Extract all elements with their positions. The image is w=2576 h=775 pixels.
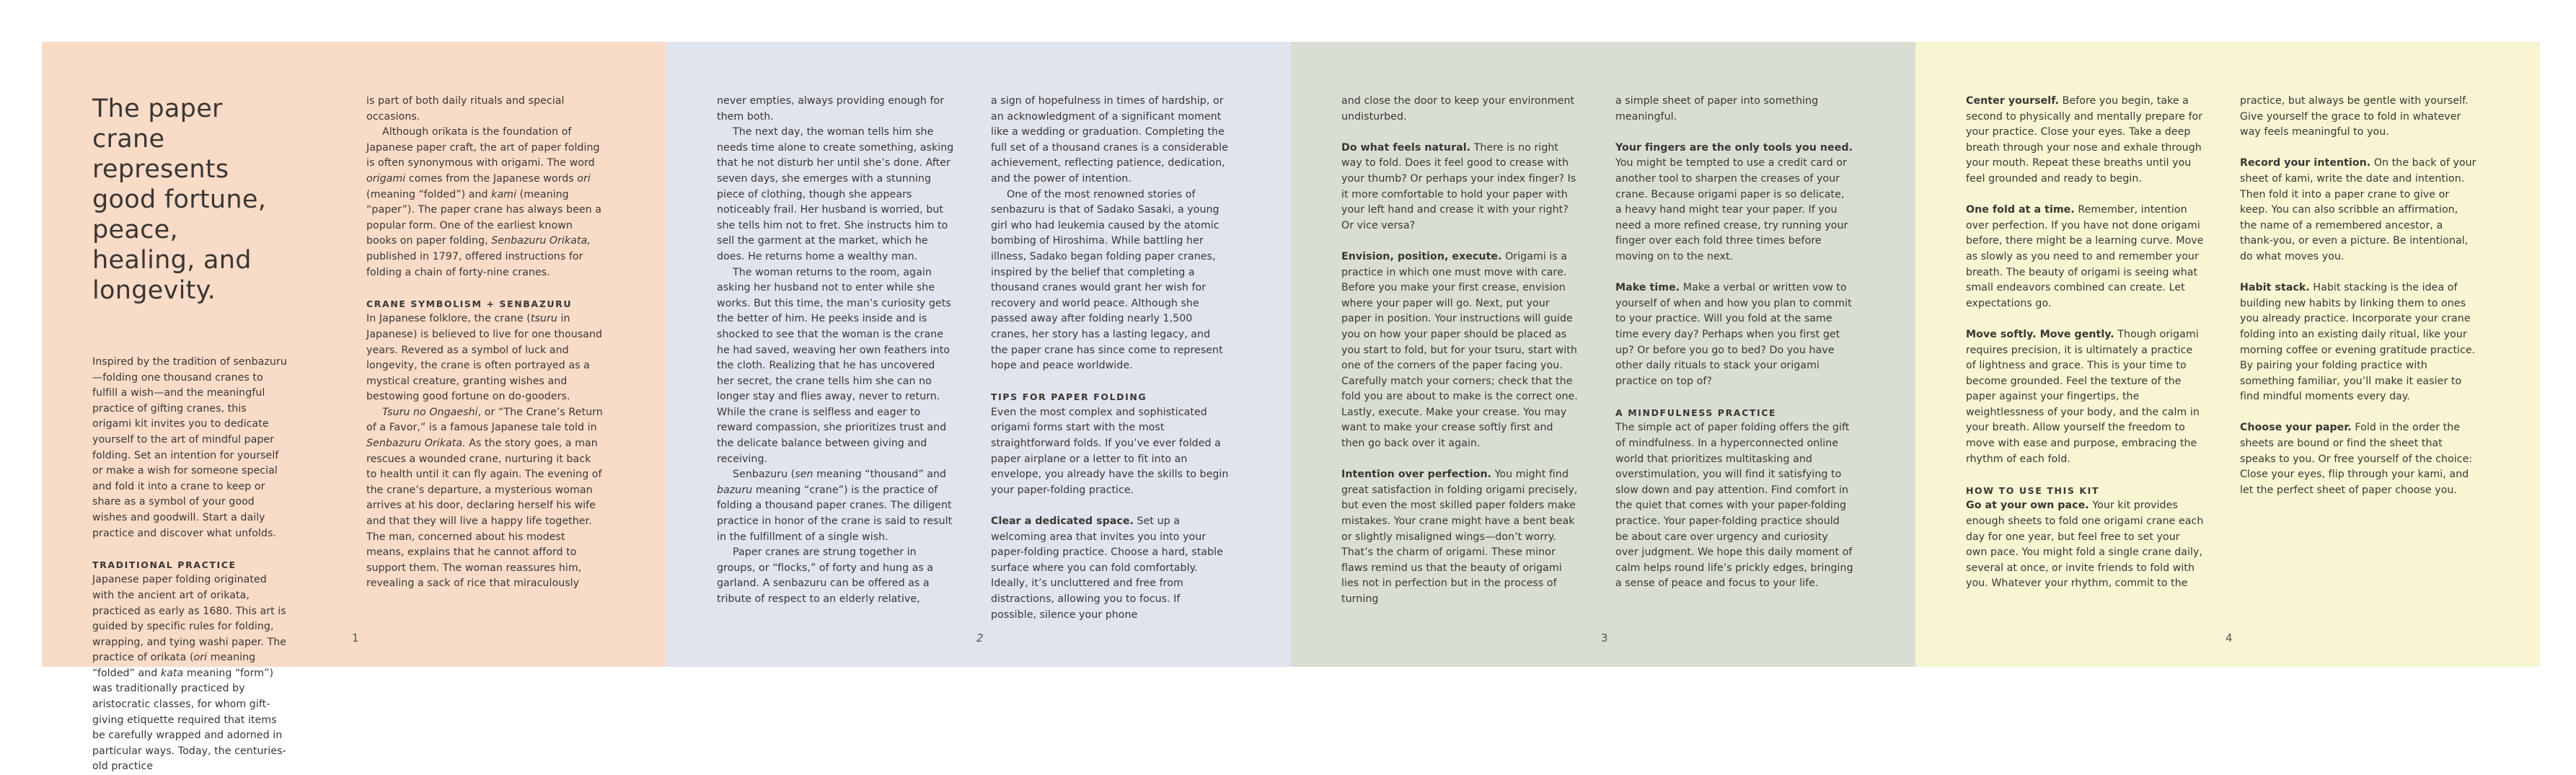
envision-tip: Envision, position, execute. Origami is a practice in which one must move with care. Before you make your first crease, envision where your paper will go. Next, put your paper in position. Your instructions will guide you on how your paper should be placed as you start to fold, but for your tsuru, start with one of the corners of the paper facing you. Carefully match your corners; check that the fold you are about to make is the correct one. Lastly, execute. Make your crease. You may want to make your crease softly first and then go back over it again. bbox=[1341, 250, 1578, 450]
panel-4-column-2 bbox=[2240, 94, 2478, 498]
panel-4 bbox=[1915, 42, 2540, 667]
tale-paragraph: Tsuru no Ongaeshi, or “The Crane’s Return of a Favor,” is a famous Japanese tale told in Senbazuru Orikata. As the story goes, a man rescues a wounded crane, nurturing it back to health until it can fly again. The evening of the crane’s departure, a mysterious woman arrives at his door, declaring herself his wife and that they will live a happy life together. The man, concerned about his modest means, explains that he cannot afford to support them. The woman reassures him, revealing a sack of rice that miraculously bbox=[366, 406, 603, 590]
paragraph: a sign of hopefulness in times of hardship, or an acknowledgment of a significant moment like a wedding or graduation. Completing the full set of a thousand cranes is a considerable achievement, reflecting patience, dedication, and the power of intention. bbox=[991, 95, 1228, 185]
heading-crane-symbolism: CRANE SYMBOLISM + SENBAZURU bbox=[366, 298, 573, 309]
fingers-tip: Your fingers are the only tools you need. You might be tempted to use a credit card or another tool to sharpen the creases of your crane. Because origami paper is so delicate, a heavy hand might tear your paper. If you need a more refined crease, try running your finger over each fold three times before moving on to the next. bbox=[1615, 141, 1853, 262]
record-intention-tip: Record your intention. On the back of your sheet of kami, write the date and intention. Then fold it into a paper crane to give or keep. You can also scribble an affirmation, the name of a remembered ancestor, a thank-you, or even a picture. Be intentional, do what moves you. bbox=[2240, 157, 2476, 262]
panel-2-column-2 bbox=[991, 94, 1229, 623]
origami-paragraph: Although orikata is the foundation of Japanese paper craft, the art of paper folding is often synonymous with origami. The word origami comes from the Japanese words ori (meaning “folded”) and kami (meaning “paper”). The paper crane has always been a popular form. One of the earliest known books on paper folding, Senbazuru Orikata, published in 1797, offered instructions for folding a chain of forty-nine cranes. bbox=[366, 126, 601, 278]
panel-1-column-1 bbox=[92, 94, 287, 775]
paragraph: and close the door to keep your environment undisturbed. bbox=[1341, 95, 1575, 123]
paragraph: never empties, always providing enough for them both. bbox=[717, 95, 945, 123]
senbazuru-paragraph: Senbazuru (sen meaning “thousand” and bazuru meaning “crane”) is the practice of folding a thousand paper cranes. The diligent practice in honor of the crane is said to result in the fulfillment of a single wish. bbox=[717, 469, 953, 543]
heading-mindfulness: A MINDFULNESS PRACTICE bbox=[1615, 407, 1777, 418]
heading-tips: TIPS FOR PAPER FOLDING bbox=[991, 391, 1147, 403]
panel-3 bbox=[1291, 42, 1915, 667]
panel-1-column-2 bbox=[366, 94, 604, 592]
intention-tip: Intention over perfection. You might find great satisfaction in folding origami precisely, but even the most skilled paper folders make mistakes. Your crane might have a bent beak or slightly misaligned wings—don’t worry. That’s the charm of origami. These minor flaws remind us that the beauty of origami lies not in perfection but in the process of turning bbox=[1341, 469, 1578, 605]
one-fold-tip: One fold at a time. Remember, intention over perfection. If you have not done origami before, there might be a learning curve. Move as slowly as you need to and remember your breath. The beauty of origami is seeing what small endeavors combined can create. Let expectations go. bbox=[1966, 204, 2204, 309]
continued-paragraph: is part of both daily rituals and special occasions. bbox=[366, 95, 565, 123]
page-number: 1 bbox=[352, 632, 359, 645]
heading-how-to-use: HOW TO USE THIS KIT bbox=[1966, 484, 2100, 496]
clear-space-tip: Clear a dedicated space. Set up a welcoming area that invites you into your paper-folding practice. Choose a hard, stable surface where you can fold comfortably. Ideally, it’s uncluttered and free from distractions, allowing you to focus. If possible, silence your phone bbox=[991, 515, 1223, 621]
choose-paper-tip: Choose your paper. Fold in the order the sheets are bound or find the sheet that speaks to you. Or free yourself of the choice: Close your eyes, flip through your kami, and let the perfect sheet of paper choose you. bbox=[2240, 422, 2473, 496]
symbolism-paragraph: In Japanese folklore, the crane (tsuru in Japanese) is believed to live for one thousand years. Revered as a symbol of luck and longevity, the crane is often portrayed as a mystical creature, granting wishes and bestowing good fortune on do-gooders. bbox=[366, 313, 603, 403]
heading-traditional-practice: TRADITIONAL PRACTICE bbox=[92, 559, 237, 570]
paragraph: The woman returns to the room, again asking her husband not to enter while she works. But this time, the man’s curiosity gets the better of him. He peeks inside and is shocked to see that the woman is the crane he had saved, weaving her own feathers into the cloth. Realizing that he has uncovered her secret, the crane tells him she can no longer stay and flies away, never to return. While the crane is selfless and eager to reward compassion, she prioritizes trust and the delicate balance between giving and receiving. bbox=[717, 266, 951, 465]
page-number: 4 bbox=[2226, 632, 2233, 645]
natural-tip: Do what feels natural. There is no right way to fold. Does it feel good to crease with your thumb? Or perhaps your index finger? Is it more comfortable to hold your paper with your left hand and crease it with your right? Or vice versa? bbox=[1341, 141, 1576, 231]
traditional-paragraph: Japanese paper folding originated with the ancient art of orikata, practiced as early as 1680. This art is guided by specific rules for folding, wrapping, and tying washi paper. The practice of orikata (ori meaning “folded” and kata meaning “form”) was traditionally practiced by aristocratic classes, for whom gift-giving etiquette required that items be carefully wrapped and adorned in particular ways. Today, the centuries-old practice bbox=[92, 574, 287, 773]
center-tip: Center yourself. Before you begin, take a second to physically and mentally prepare for your practice. Close your eyes. Take a deep breath through your nose and exhale through your mouth. Repeat these breaths until you feel grounded and ready to begin. bbox=[1966, 95, 2203, 185]
tips-paragraph: Even the most complex and sophisticated origami forms start with the most straightforward folds. If you’ve ever folded a paper airplane or a letter to fit into an envelope, you already have the skills to begin your paper-folding practice. bbox=[991, 406, 1229, 496]
sadako-paragraph: One of the most renowned stories of senbazuru is that of Sadako Sasaki, a young girl who had leukemia caused by the atomic bombing of Hiroshima. While battling her illness, Sadako began folding paper cranes, inspired by the belief that completing a thousand cranes would grant her wish for recovery and world peace. Although she passed away after folding nearly 1,500 cranes, her story has a lasting legacy, and the paper crane has since come to represent hope and peace worldwide. bbox=[991, 188, 1223, 372]
panel-3-column-1 bbox=[1341, 94, 1579, 608]
own-pace-tip: Go at your own pace. Your kit provides enough sheets to fold one origami crane each day for one year, but feel free to set your own pace. You might fold a single crane daily, several at once, or invite friends to fold with you. Whatever your rhythm, commit to the bbox=[1966, 500, 2204, 590]
move-softly-tip: Move softly. Move gently. Though origami requires precision, it is ultimately a practice of lightness and grace. This is your time to become grounded. Feel the texture of the paper against your fingertips, the weightlessness of your body, and the calm in your breath. Allow yourself the freedom to move with ease and purpose, embracing the rhythm of each fold. bbox=[1966, 328, 2200, 465]
panel-1 bbox=[42, 42, 666, 773]
habit-stack-tip: Habit stack. Habit stacking is the idea of building new habits by linking them to ones you already practice. Incorporate your crane folding into an existing daily ritual, like your morning coffee or evening gratitude practice. By pairing your folding practice with something familiar, you’ll make it easier to find mindful moments every day. bbox=[2240, 282, 2476, 403]
panel-3-column-2 bbox=[1615, 94, 1853, 592]
intro-paragraph: Inspired by the tradition of senbazuru—folding one thousand cranes to fulfill a wish—and the meaningful practice of gifting cranes, this origami kit invites you to dedicate yourself to the art of mindful paper folding. Set an intention for yourself or make a wish for someone special and fold it into a crane to keep or share as a symbol of your good wishes and goodwill. Start a daily practice and discover what unfolds. bbox=[92, 356, 287, 539]
make-time-tip: Make time. Make a verbal or written vow to yourself of when and how you plan to commit to your practice. Will you fold at the same time every day? Perhaps when you first get up? Or before you go to bed? Do you have other daily rituals to stack your origami practice on top of? bbox=[1615, 282, 1852, 387]
page-number: 2 bbox=[976, 632, 984, 645]
panel-4-column-1 bbox=[1966, 94, 2204, 592]
panel-2 bbox=[666, 42, 1291, 667]
paragraph: a simple sheet of paper into something meaningful. bbox=[1615, 95, 1819, 123]
mindfulness-paragraph: The simple act of paper folding offers the gift of mindfulness. In a hyperconnected online world that prioritizes multitasking and overstimulation, you will find it satisfying to slow down and pay attention. Find comfort in the quiet that comes with your paper-folding practice. Your paper-folding practice should be about care over urgency and curiosity over judgment. We hope this daily moment of calm helps round life’s prickly edges, bringing a sense of peace and focus to your life. bbox=[1615, 422, 1853, 590]
paragraph: The next day, the woman tells him she needs time alone to create something, asking that he not disturb her until she’s done. After seven days, she emerges with a stunning piece of clothing, though she appears noticeably frail. Her husband is worried, but she tells him not to fret. She instructs him to sell the garment at the market, which he does. He returns home a wealthy man. bbox=[717, 126, 954, 262]
panel-2-column-1 bbox=[717, 94, 955, 608]
page-title: The paper crane represents good fortune, peace, healing, and longevity. bbox=[92, 94, 267, 305]
page-number: 3 bbox=[1601, 632, 1608, 645]
paragraph: Paper cranes are strung together in groups, or “flocks,” of forty and hung as a garland. A senbazuru can be offered as a tribute of respect to an elderly relative, bbox=[717, 546, 934, 605]
paragraph: practice, but always be gentle with yourself. Give yourself the grace to fold in whatever way feels meaningful to you. bbox=[2240, 95, 2469, 138]
